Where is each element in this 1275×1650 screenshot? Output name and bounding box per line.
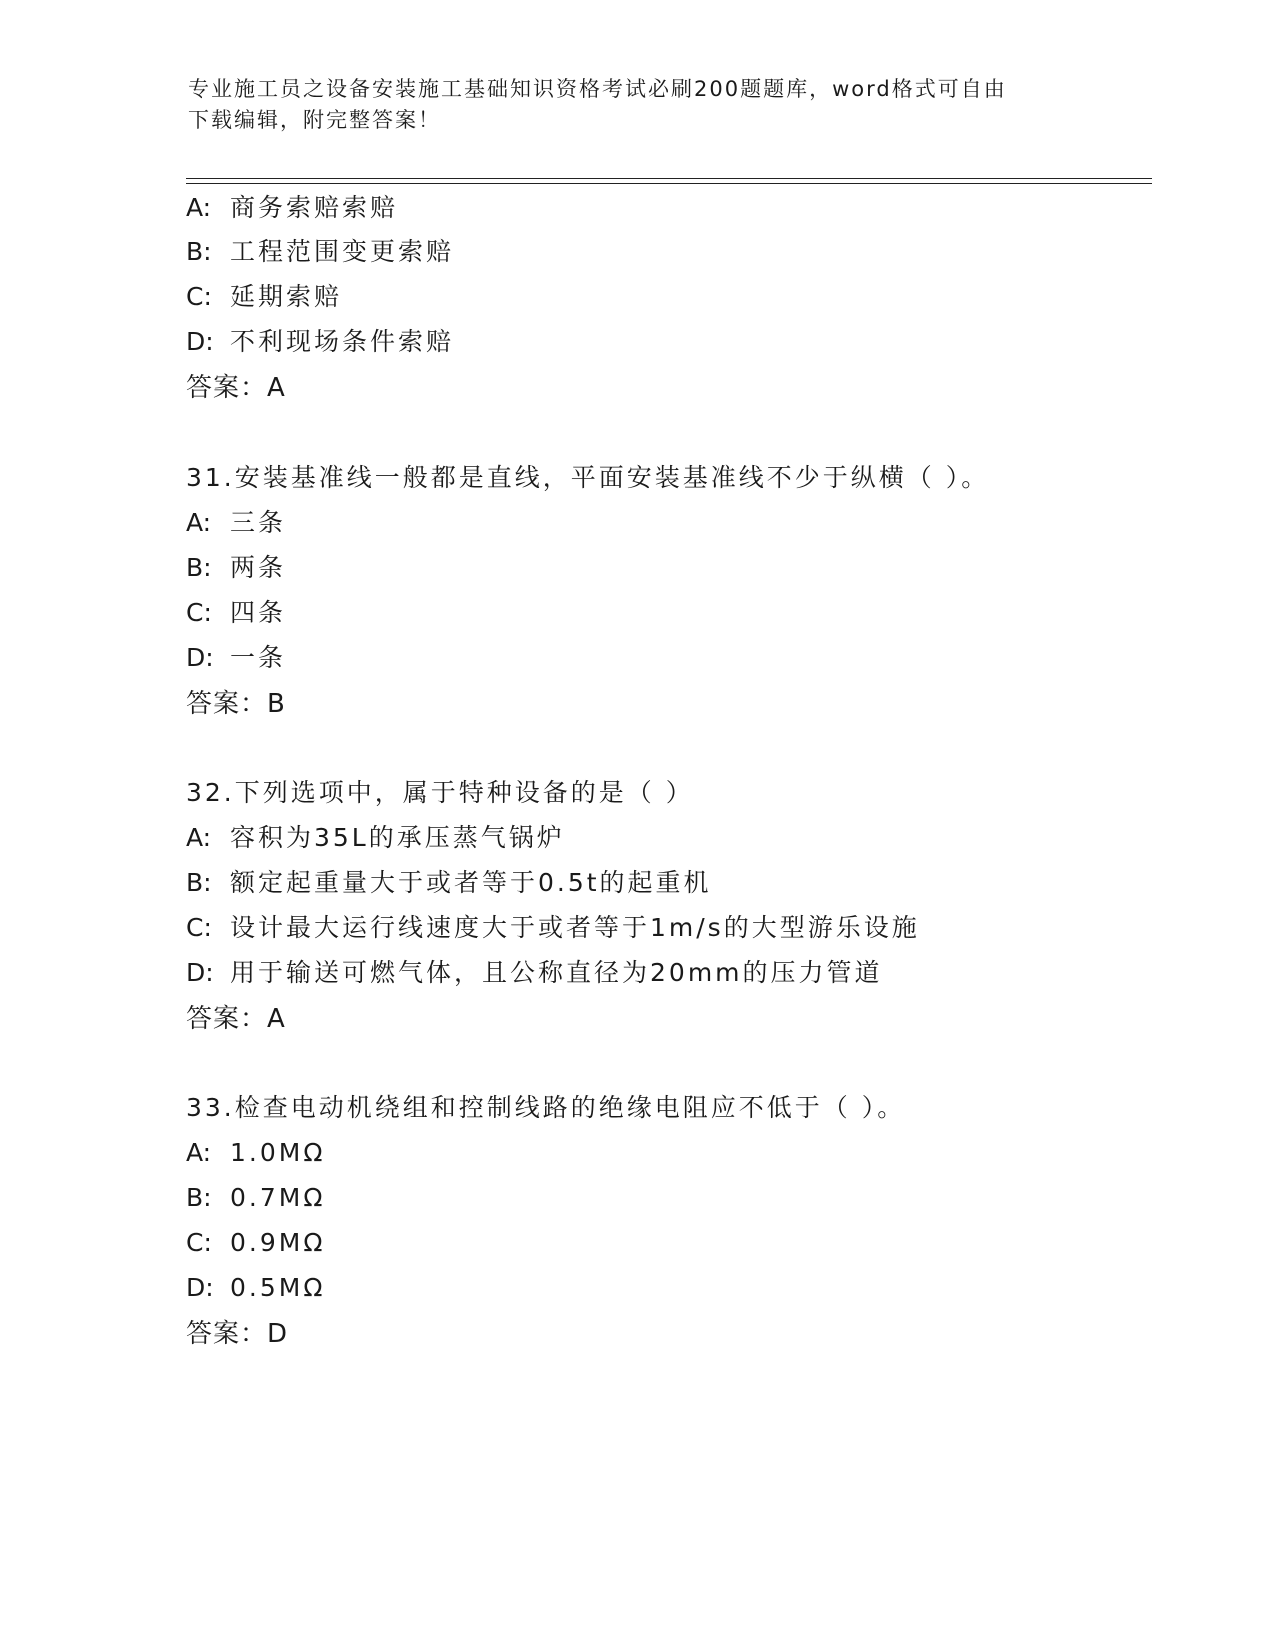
option-label: B:: [186, 237, 212, 266]
option-text: 两条: [230, 553, 287, 582]
q31-option-b: [186, 552, 286, 584]
q31-option-a: [186, 507, 286, 539]
option-text: 设计最大运行线速度大于或者等于1m/s的大型游乐设施: [230, 913, 920, 942]
q30-option-a: [186, 192, 398, 224]
q32-answer: 答案：A: [186, 1004, 286, 1034]
option-text: 延期索赔: [230, 282, 343, 311]
option-label: D:: [186, 643, 214, 672]
q31-option-c: [186, 597, 286, 629]
option-label: D:: [186, 958, 214, 987]
option-text: 商务索赔索赔: [230, 193, 399, 222]
option-label: A:: [186, 508, 212, 537]
q31-option-d: [186, 642, 286, 674]
option-text: 额定起重量大于或者等于0.5t的起重机: [230, 868, 712, 897]
option-label: A:: [186, 193, 212, 222]
document-header: [188, 74, 1068, 136]
option-label: D:: [186, 1273, 214, 1302]
option-label: C:: [186, 282, 212, 311]
q33-option-d: [186, 1272, 325, 1304]
option-text: 0.7MΩ: [230, 1183, 326, 1212]
option-text: 用于输送可燃气体，且公称直径为20mm的压力管道: [230, 958, 883, 987]
option-label: C:: [186, 598, 212, 627]
option-text: 四条: [230, 598, 287, 627]
q30-option-b: [186, 236, 454, 268]
q30-answer: 答案：A: [186, 373, 286, 403]
q32-question: 32.下列选项中，属于特种设备的是（ ）: [186, 778, 694, 807]
header-divider-bottom: [186, 183, 1152, 184]
option-label: D:: [186, 327, 214, 356]
option-label: B:: [186, 553, 212, 582]
q32-option-c: [186, 912, 920, 944]
q30-option-d: [186, 326, 454, 358]
q32-option-a: [186, 822, 565, 854]
option-label: A:: [186, 1138, 212, 1167]
header-line-2: 下载编辑，附完整答案！: [188, 108, 441, 132]
option-text: 不利现场条件索赔: [230, 327, 455, 356]
q33-answer: 答案：D: [186, 1319, 289, 1349]
option-label: C:: [186, 1228, 212, 1257]
option-text: 一条: [230, 643, 287, 672]
option-text: 三条: [230, 508, 287, 537]
q31-answer: 答案：B: [186, 689, 286, 719]
q32-option-b: [186, 867, 712, 899]
q33-option-a: [186, 1137, 325, 1169]
q30-option-c: [186, 281, 342, 313]
option-text: 工程范围变更索赔: [230, 237, 455, 266]
q31-question: 31.安装基准线一般都是直线，平面安装基准线不少于纵横（ ）。: [186, 463, 990, 492]
option-label: B:: [186, 868, 212, 897]
option-text: 0.5MΩ: [230, 1273, 326, 1302]
option-text: 0.9MΩ: [230, 1228, 326, 1257]
option-label: C:: [186, 913, 212, 942]
option-text: 1.0MΩ: [230, 1138, 326, 1167]
option-text: 容积为35L的承压蒸气锅炉: [230, 823, 565, 852]
header-divider-top: [186, 178, 1152, 179]
q33-option-c: [186, 1227, 325, 1259]
q33-question: 33.检查电动机绕组和控制线路的绝缘电阻应不低于（ ）。: [186, 1093, 906, 1122]
q33-option-b: [186, 1182, 325, 1214]
q32-option-d: [186, 957, 883, 989]
option-label: A:: [186, 823, 212, 852]
option-label: B:: [186, 1183, 212, 1212]
header-line-1: 专业施工员之设备安装施工基础知识资格考试必刷200题题库，word格式可自由: [188, 77, 1007, 101]
